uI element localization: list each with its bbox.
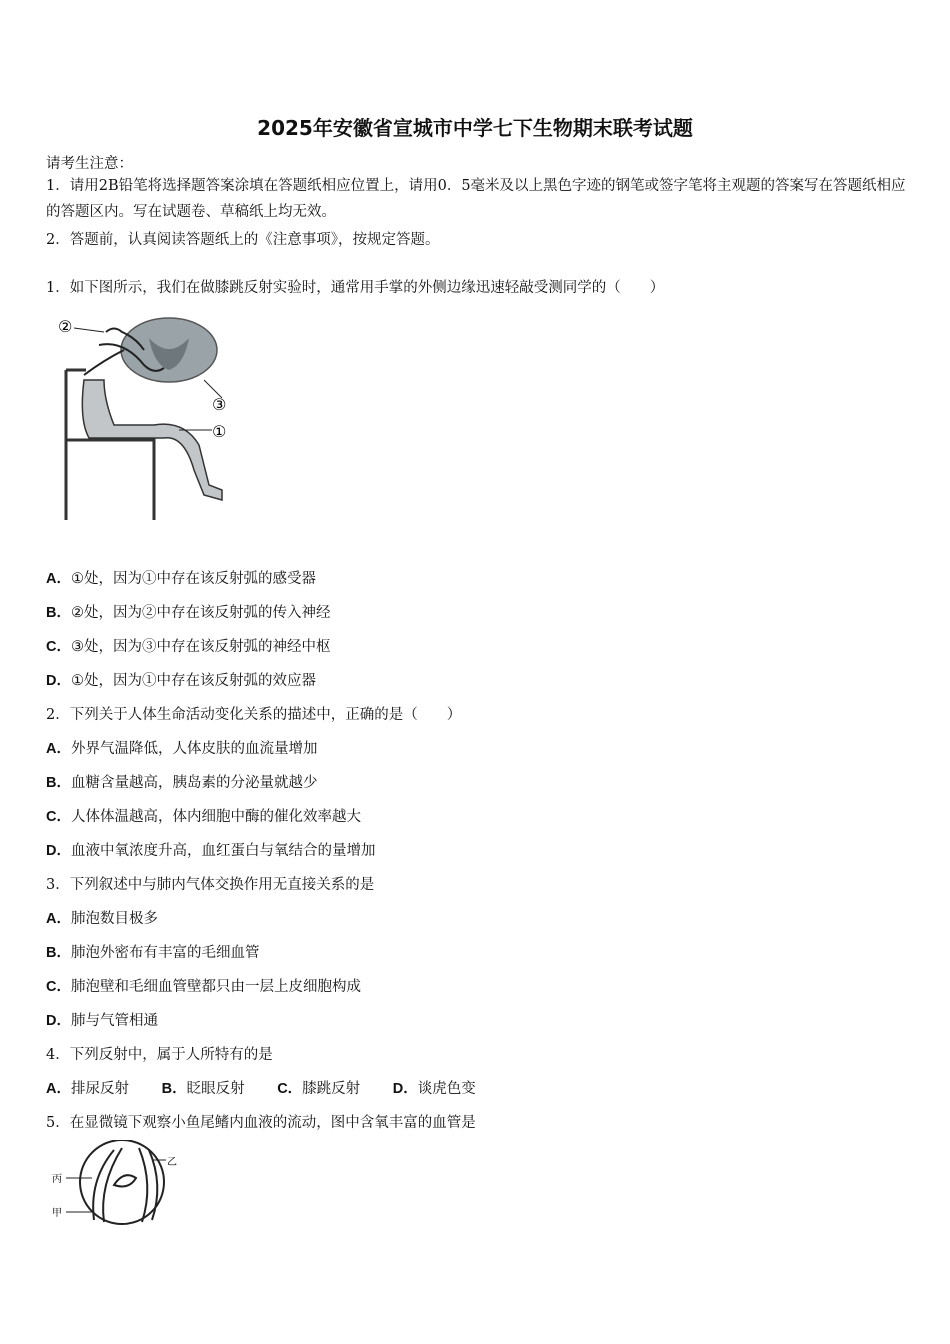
- q4-options-row: [46, 1077, 504, 1098]
- q1-stem: 1．如下图所示，我们在做膝跳反射实验时，通常用手掌的外侧边缘迅速轻敲受测同学的（ ）: [46, 280, 665, 296]
- q2-option-d: D．血液中氧浓度升高，血红蛋白与氧结合的量增加: [46, 843, 376, 859]
- q3-option-d: D．肺与气管相通: [46, 1013, 158, 1029]
- q2-option-b: B．血糖含量越高，胰岛素的分泌量就越少: [46, 775, 318, 791]
- q3-option-a: A．肺泡数目极多: [46, 911, 158, 927]
- label-2: ②: [58, 317, 73, 336]
- notice-item-1: 1．请用2B铅笔将选择题答案涂填在答题纸相应位置上，请用0．5毫米及以上黑色字迹的钢笔或签字笔将主观题的答案写在答题纸相应的答题区内。写在试题卷、草稿纸上均无效。: [46, 178, 906, 220]
- q1-option-c: C．③处，因为③中存在该反射弧的神经中枢: [46, 639, 331, 655]
- q1-option-b: B．②处，因为②中存在该反射弧的传入神经: [46, 605, 331, 621]
- q4-stem: 4．下列反射中，属于人所特有的是: [46, 1047, 273, 1063]
- page-title: 2025年安徽省宣城市中学七下生物期末联考试题: [257, 116, 693, 140]
- q2-option-c: C．人体体温越高，体内细胞中酶的催化效率越大: [46, 809, 361, 825]
- q3-option-b: B．肺泡外密布有丰富的毛细血管: [46, 945, 260, 961]
- leader-line-2: [74, 328, 104, 332]
- q5-stem: 5．在显微镜下观察小鱼尾鳍内血液的流动，图中含氧丰富的血管是: [46, 1115, 476, 1131]
- q2-stem: 2．下列关于人体生命活动变化关系的描述中，正确的是（ ）: [46, 707, 462, 723]
- q4-option-c: C．膝跳反射: [277, 1081, 361, 1097]
- label-yi: 乙: [167, 1157, 177, 1168]
- label-bing: 丙: [52, 1174, 62, 1185]
- q3-stem: 3．下列叙述中与肺内气体交换作用无直接关系的是: [46, 877, 375, 893]
- q2-option-a: A．外界气温降低，人体皮肤的血流量增加: [46, 741, 318, 757]
- q4-option-d: D．谈虎色变: [392, 1081, 476, 1097]
- label-jia: 甲: [52, 1208, 62, 1219]
- q3-option-c: C．肺泡壁和毛细血管壁都只由一层上皮细胞构成: [46, 979, 361, 995]
- notice-heading: 请考生注意：: [46, 156, 133, 172]
- label-3: ③: [212, 395, 227, 414]
- chair: [66, 370, 154, 520]
- q1-option-a: A．①处，因为①中存在该反射弧的感受器: [46, 571, 316, 587]
- label-1: ①: [212, 422, 227, 441]
- fish-tail-blood-vessel-figure: [44, 1140, 184, 1230]
- q4-option-a: A．排尿反射: [46, 1081, 129, 1097]
- q1-option-d: D．①处，因为①中存在该反射弧的效应器: [46, 673, 316, 689]
- q4-option-b: B．眨眼反射: [161, 1081, 245, 1097]
- knee-jerk-reflex-figure: [44, 310, 244, 525]
- nerve-fiber-3: [84, 350, 124, 375]
- notice-item-2: 2．答题前，认真阅读答题纸上的《注意事项》，按规定答题。: [46, 232, 440, 248]
